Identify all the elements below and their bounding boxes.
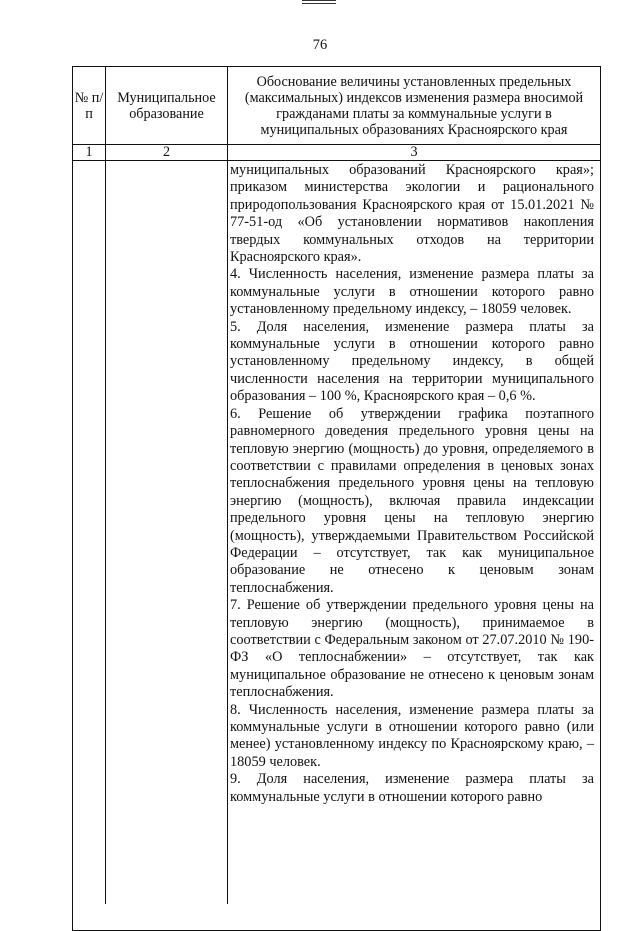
column-number-3: 3 [228, 145, 601, 161]
column-number-2: 2 [106, 145, 228, 161]
table-row [73, 161, 601, 931]
paragraph-item-6: 6. Решение об утверждении графика поэтапного равномерного доведения предельного уровня цены на тепловую энергию (мощность) до уровня, определяемого в соответствии с правилами определения в ценовых зонах теплоснабжения предельного уровня цены на тепловую энергию (мощность), включая правила индексации предельного уровня цены на тепловую энергию (мощность), утверждаемыми Правительством Российской Федерации – отсутствует, так как муниципальное образование не отнесено к ценовым зонам теплоснабжения. [230, 405, 594, 596]
paragraph-continuation: муниципальных образований Красноярского края»; приказом министерства экологии и рационального природопользования Красноярского края от 15.01.2021 № 77-51-од «Об установлении нормативов накопления твердых коммунальных отходов на территории Красноярского края». [230, 162, 594, 266]
table-header-row [73, 67, 601, 145]
header-number-column: № п/п [73, 67, 106, 145]
paragraph-item-5: 5. Доля населения, изменение размера платы за коммунальные услуги в отношении которого равно установленному предельному индексу, в общей численности населения на территории муниципального образования – 100 %, Красноярского края – 0,6 %. [230, 318, 594, 405]
top-decoration-line [302, 0, 336, 4]
page-number: 76 [312, 37, 328, 53]
column-number-1: 1 [73, 145, 106, 161]
justification-cell [73, 161, 601, 931]
header-justification-column: Обоснование величины установленных предельных (максимальных) индексов изменения размера вносимой гражданами платы за коммунальные услуги в муниципальных образованиях Красноярского края [228, 67, 601, 145]
paragraph-item-8: 8. Численность населения, изменение размера платы за коммунальные услуги в отношении которого равно (или менее) установленному индексу по Красноярскому краю, – 18059 человек. [230, 701, 594, 770]
paragraph-item-4: 4. Численность населения, изменение размера платы за коммунальные услуги в отношении которого равно установленному предельному индексу, – 18059 человек. [230, 266, 594, 318]
paragraph-item-7: 7. Решение об утверждении предельного уровня цены на тепловую энергию (мощность), принимаемое в соответствии с Федеральным законом от 27.07.2010 № 190-ФЗ «О теплоснабжении» – отсутствует, так как муниципальное образование не отнесено к ценовым зонам теплоснабжения. [230, 597, 594, 701]
header-municipality-column: Муниципальное образование [106, 67, 228, 145]
justification-table [72, 66, 601, 931]
column-2-divider [227, 156, 228, 904]
paragraph-item-9: 9. Доля населения, изменение размера платы за коммунальные услуги в отношении которого равно [230, 771, 594, 805]
column-numbers-row [73, 145, 601, 161]
column-1-divider [105, 156, 106, 904]
